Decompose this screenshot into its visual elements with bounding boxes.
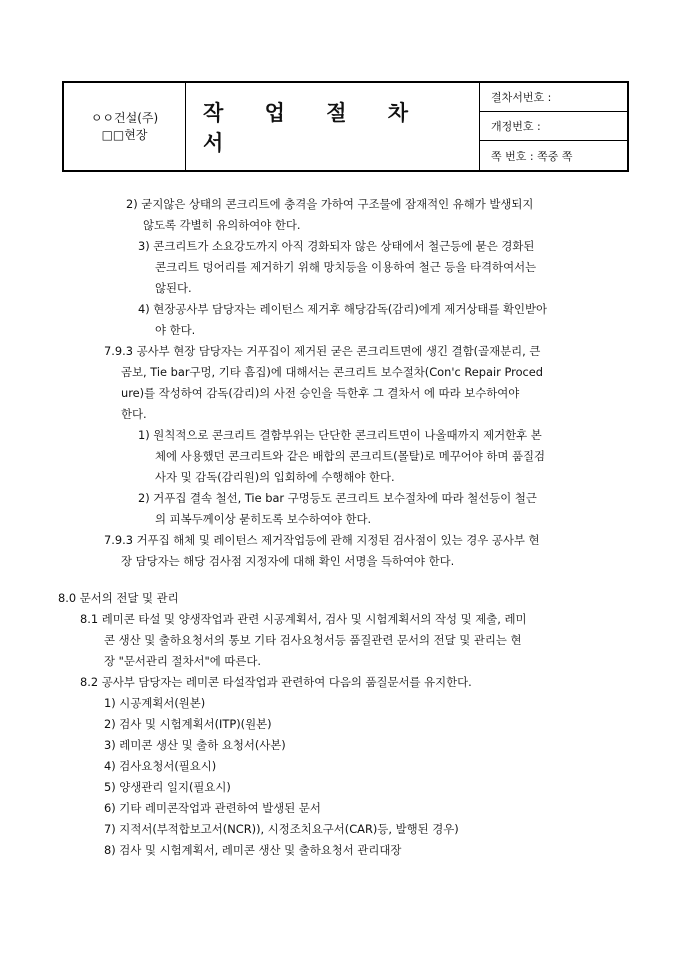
body-line: 3) 레미콘 생산 및 출하 요청서(사본) — [104, 738, 286, 752]
body-line: 2) 거푸집 결속 철선, Tie bar 구멍등도 콘크리트 보수절차에 따라 철선등이 철근 — [138, 491, 537, 505]
body-line: 않된다. — [155, 281, 192, 295]
body-line: 2) 굳지않은 상태의 콘크리트에 충격을 가하여 구조물에 잠재적인 유해가 발생되지 — [126, 197, 534, 211]
body-line: 8.2 공사부 담당자는 레미콘 타설작업과 관련하여 다음의 품질문서를 유지한다. — [80, 675, 472, 689]
body-line: 야 한다. — [155, 323, 196, 337]
body-line: 8.1 레미콘 타설 및 양생작업과 관련 시공계획서, 검사 및 시험계획서의 작성 및 제출, 레미 — [80, 612, 527, 626]
body-line: 않도록 각별히 유의하여야 한다. — [143, 218, 301, 232]
body-line: 장 "문서관리 절차서"에 따른다. — [104, 654, 262, 668]
company-name: ㅇㅇ건설(주) — [90, 110, 159, 125]
body-line: 의 피복두께이상 묻히도록 보수하여야 한다. — [155, 512, 372, 526]
body-line: 콘 생산 및 출하요청서의 통보 기타 검사요청서등 품질관련 문서의 전달 및 관리는 현 — [104, 633, 522, 647]
body-line: 6) 기타 레미콘작업과 관련하여 발생된 문서 — [104, 801, 321, 815]
body-line: 7) 지적서(부적합보고서(NCR)), 시정조치요구서(CAR)등, 발행된 경우) — [104, 822, 459, 836]
body-line: 사자 및 감독(감리원)의 입회하에 수행해야 한다. — [155, 470, 395, 484]
body-line: 3) 콘크리트가 소요강도까지 아직 경화되자 않은 상태에서 철근등에 묻은 경화된 — [138, 239, 535, 253]
company-cell — [64, 83, 186, 170]
body-line: 콘크리트 덩어리를 제거하기 위해 망치등을 이용하여 철근 등을 타격하여서는 — [155, 260, 537, 274]
document-header — [62, 81, 629, 172]
body-line: 장 담당자는 해당 검사점 지정자에 대해 확인 서명을 득하여야 한다. — [121, 554, 455, 568]
body-line: 8) 검사 및 시험계획서, 레미콘 생산 및 출하요청서 관리대장 — [104, 843, 402, 857]
body-line: 한다. — [121, 407, 147, 421]
body-line: 2) 검사 및 시험계획서(ITP)(원본) — [104, 717, 272, 731]
body-line: 7.9.3 공사부 현장 담당자는 거푸집이 제거된 굳은 콘크리트면에 생긴 결함(골재분리, 큰 — [104, 344, 541, 358]
body-line: 7.9.3 거푸집 해체 및 레이턴스 제거작업등에 관해 지정된 검사점이 있는 경우 공사부 현 — [104, 533, 540, 547]
body-line: ure)를 작성하여 감독(감리)의 사전 승인을 득한후 그 결차서 에 따라 보수하여야 — [121, 386, 520, 400]
doc-number-field: 결차서번호 : — [480, 83, 627, 112]
revision-number-field: 개정번호 : — [480, 112, 627, 141]
page-number-field: 쪽 번호 : 쪽중 쪽 — [491, 149, 573, 163]
site-name: □□현장 — [101, 127, 148, 142]
body-line: 1) 시공계획서(원본) — [104, 696, 206, 710]
body-line: 4) 검사요청서(필요시) — [104, 759, 217, 773]
body-line: 체에 사용했던 콘크리트와 같은 배합의 콘크리트(몰탈)로 메꾸어야 하며 품질검 — [155, 449, 545, 463]
body-line: 5) 양생관리 일지(필요시) — [104, 780, 231, 794]
body-line: 4) 현장공사부 담당자는 레이턴스 제거후 해당감독(감리)에게 제거상태를 확인받아 — [138, 302, 548, 316]
body-line: 8.0 문서의 전달 및 관리 — [58, 591, 179, 605]
body-line: 곰보, Tie bar구멍, 기타 흠집)에 대해서는 콘크리트 보수절차(Con'c Repair Proced — [121, 365, 544, 379]
body-line: 1) 원칙적으로 콘크리트 결함부위는 단단한 콘크리트면이 나올때까지 제거한후 본 — [138, 428, 542, 442]
document-title: 작 업 절 차 서 — [186, 83, 480, 170]
